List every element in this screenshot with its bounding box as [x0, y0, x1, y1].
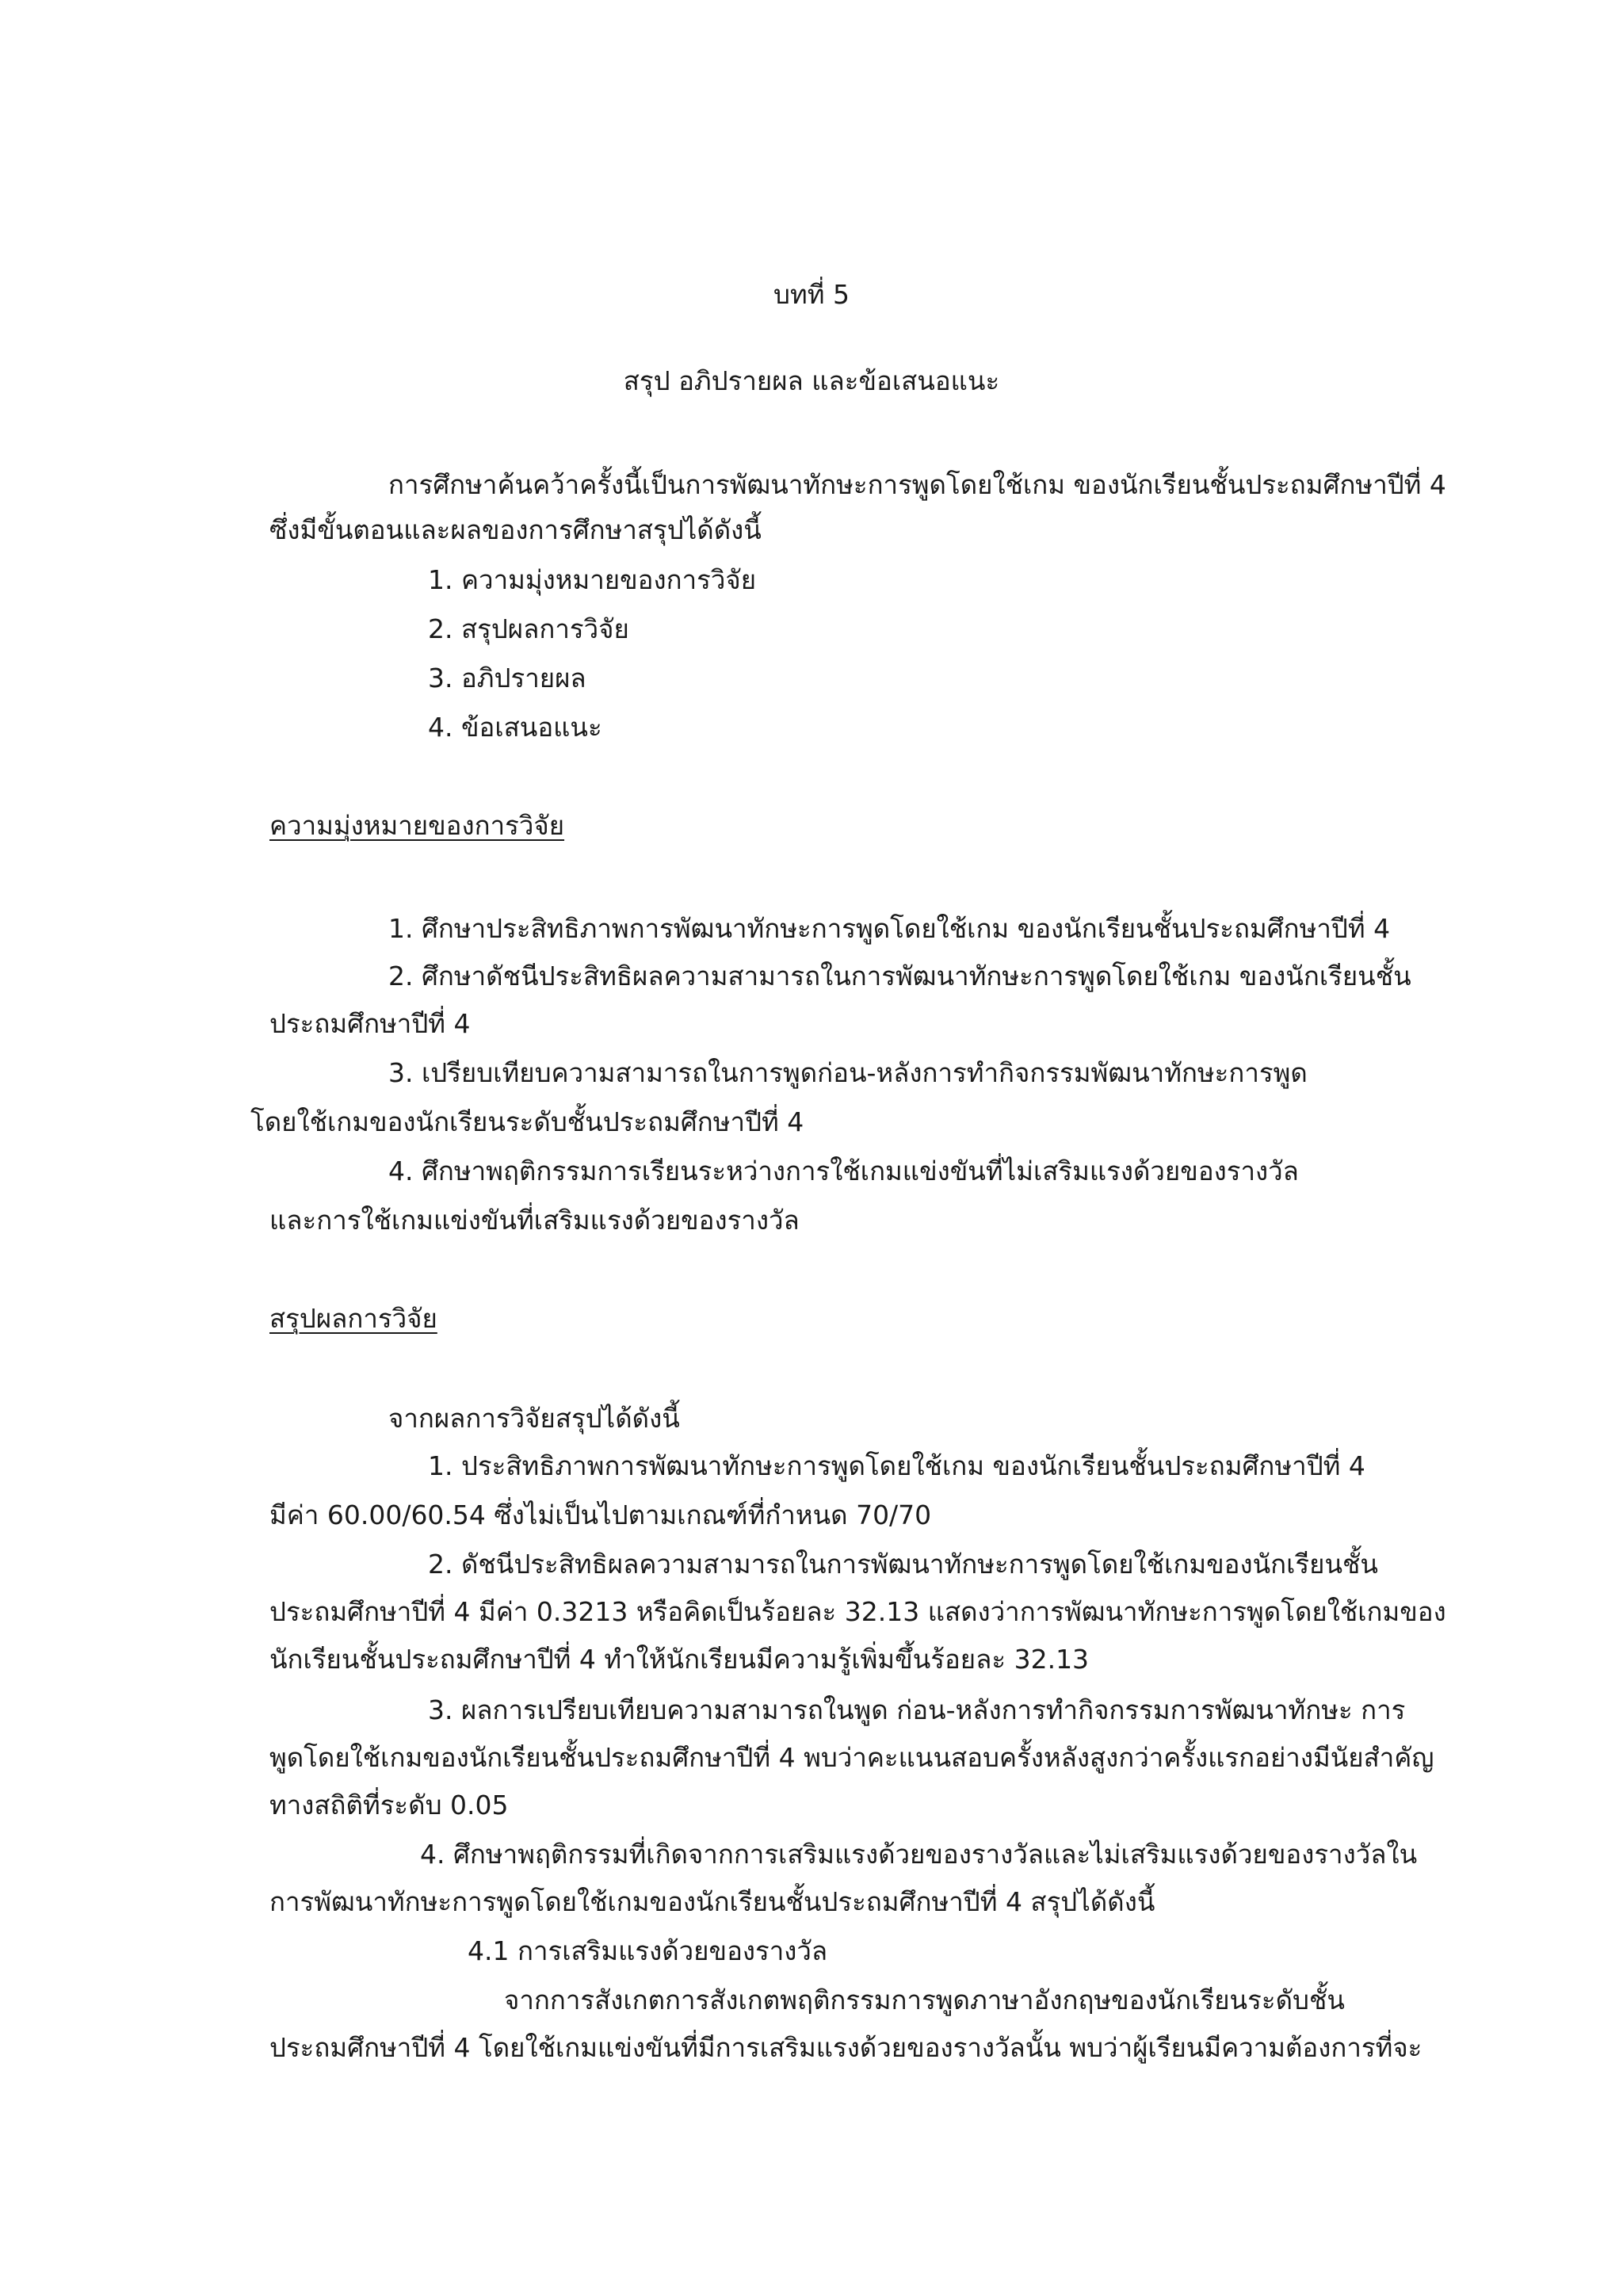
intro-line: ซึ่งมีขั้นตอนและผลของการศึกษาสรุปได้ดังนี้ [269, 514, 762, 545]
objective-line: 2. ศึกษาดัชนีประสิทธิผลความสามารถในการพัฒนาทักษะการพูดโดยใช้เกม ของนักเรียนชั้น [388, 961, 1411, 991]
objective-line: โดยใช้เกมของนักเรียนระดับชั้นประถมศึกษาปีที่ 4 [250, 1106, 804, 1137]
objective-line: และการใช้เกมแข่งขันที่เสริมแรงด้วยของรางวัล [269, 1205, 800, 1236]
chapter-title: บทที่ 5 [773, 279, 850, 310]
result-subheading: 4.1 การเสริมแรงด้วยของรางวัล [468, 1935, 828, 1966]
objective-line: 1. ศึกษาประสิทธิภาพการพัฒนาทักษะการพูดโดยใช้เกม ของนักเรียนชั้นประถมศึกษาปีที่ 4 [388, 913, 1391, 944]
result-line: การพัฒนาทักษะการพูดโดยใช้เกมของนักเรียนชั้นประถมศึกษาปีที่ 4 สรุปได้ดังนี้ [269, 1886, 1155, 1917]
objective-line: 4. ศึกษาพฤติกรรมการเรียนระหว่างการใช้เกมแข่งขันที่ไม่เสริมแรงด้วยของรางวัล [388, 1156, 1299, 1186]
result-line: จากผลการวิจัยสรุปได้ดังนี้ [388, 1403, 680, 1434]
result-line: 1. ประสิทธิภาพการพัฒนาทักษะการพูดโดยใช้เกม ของนักเรียนชั้นประถมศึกษาปีที่ 4 [428, 1450, 1365, 1481]
objective-line: 3. เปรียบเทียบความสามารถในการพูดก่อน-หลังการทำกิจกรรมพัฒนาทักษะการพูด [388, 1057, 1308, 1088]
intro-list-item: 4. ข้อเสนอแนะ [428, 712, 602, 743]
section-heading-results: สรุปผลการวิจัย [269, 1303, 437, 1334]
chapter-subtitle: สรุป อภิปรายผล และข้อเสนอแนะ [623, 365, 1000, 396]
result-line: พูดโดยใช้เกมของนักเรียนชั้นประถมศึกษาปีที่ 4 พบว่าคะแนนสอบครั้งหลังสูงกว่าครั้งแรกอย่างมีนัยสำคัญ [269, 1742, 1434, 1773]
intro-list-item: 2. สรุปผลการวิจัย [428, 613, 629, 644]
result-line: มีค่า 60.00/60.54 ซึ่งไม่เป็นไปตามเกณฑ์ที่กำหนด 70/70 [269, 1499, 932, 1530]
result-line: 2. ดัชนีประสิทธิผลความสามารถในการพัฒนาทักษะการพูดโดยใช้เกมของนักเรียนชั้น [428, 1549, 1378, 1580]
intro-line: การศึกษาค้นคว้าครั้งนี้เป็นการพัฒนาทักษะการพูดโดยใช้เกม ของนักเรียนชั้นประถมศึกษาปีที่ 4 [388, 469, 1446, 500]
result-line: นักเรียนชั้นประถมศึกษาปีที่ 4 ทำให้นักเรียนมีความรู้เพิ่มขึ้นร้อยละ 32.13 [269, 1644, 1090, 1675]
result-line: 4. ศึกษาพฤติกรรมที่เกิดจากการเสริมแรงด้วยของรางวัลและไม่เสริมแรงด้วยของรางวัลใน [420, 1839, 1418, 1870]
result-line: ประถมศึกษาปีที่ 4 โดยใช้เกมแข่งขันที่มีการเสริมแรงด้วยของรางวัลนั้น พบว่าผู้เรียนมีความต้องการที่จะ [269, 2032, 1423, 2063]
objective-line: ประถมศึกษาปีที่ 4 [269, 1008, 471, 1039]
result-line: จากการสังเกตการสังเกตพฤติกรรมการพูดภาษาอังกฤษของนักเรียนระดับชั้น [504, 1985, 1345, 2015]
result-line: 3. ผลการเปรียบเทียบความสามารถในพูด ก่อน-หลังการทำกิจกรรมการพัฒนาทักษะ การ [428, 1694, 1406, 1725]
intro-list-item: 1. ความมุ่งหมายของการวิจัย [428, 564, 757, 595]
section-heading-objectives: ความมุ่งหมายของการวิจัย [269, 810, 565, 841]
result-line: ทางสถิติที่ระดับ 0.05 [269, 1790, 509, 1820]
result-line: ประถมศึกษาปีที่ 4 มีค่า 0.3213 หรือคิดเป็นร้อยละ 32.13 แสดงว่าการพัฒนาทักษะการพูดโดยใช้เกมของ [269, 1596, 1446, 1627]
intro-list-item: 3. อภิปรายผล [428, 663, 586, 693]
